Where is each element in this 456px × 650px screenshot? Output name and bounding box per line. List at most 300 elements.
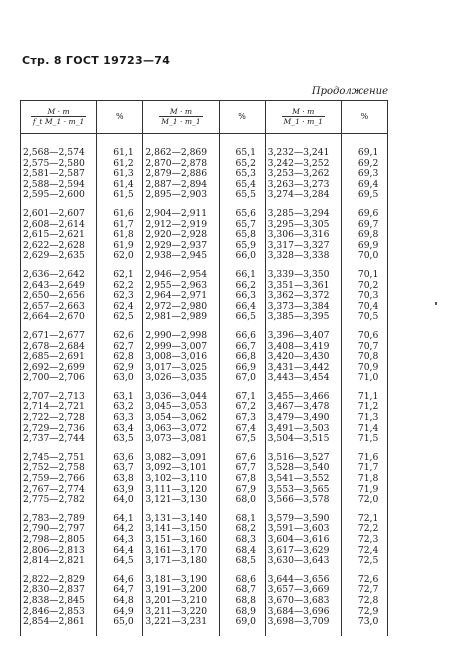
- percent-value: 66,8: [235, 351, 256, 363]
- range-value: 2,615—2,621: [23, 229, 85, 241]
- range-value: 3,396—3,407: [267, 329, 330, 341]
- range-value: 3,008—3,016: [145, 351, 208, 363]
- range-value: 2,745—2,751: [23, 451, 85, 463]
- percent-value: 70,9: [357, 361, 379, 373]
- percent-value: 68,4: [235, 544, 256, 556]
- percent-value: 61,9: [113, 239, 134, 251]
- percent-value: 72,5: [357, 555, 379, 567]
- percent-value: 67,3: [235, 412, 256, 424]
- percent-value: 72,2: [357, 523, 379, 535]
- percent-value: 64,9: [113, 605, 134, 617]
- range-value: 3,408—3,419: [267, 340, 330, 352]
- range-group: [143, 331, 218, 384]
- percent-group: [342, 575, 387, 628]
- range-value: 2,814—2,821: [23, 555, 85, 567]
- percent-group: [220, 514, 265, 567]
- range-group: [21, 270, 96, 323]
- percent-value: 67,9: [235, 483, 256, 495]
- percent-value: 61,7: [113, 218, 134, 230]
- percent-group: [220, 392, 265, 445]
- header-ratio-col2: [143, 101, 219, 134]
- percent-value: 73,0: [357, 616, 379, 628]
- percent-value: 64,3: [113, 534, 134, 545]
- percent-group: [342, 392, 387, 445]
- range-value: 2,862—2,869: [145, 147, 208, 158]
- range-value: 2,806—2,813: [23, 544, 85, 556]
- range-value: 3,211—3,220: [145, 605, 208, 617]
- header-ratio-col1: [21, 101, 97, 134]
- percent-value: 61,2: [113, 157, 134, 169]
- percent-group: [342, 514, 387, 567]
- range-value: 3,141—3,150: [145, 523, 208, 535]
- range-value: 3,306—3,316: [267, 229, 330, 241]
- range-value: 3,263—3,273: [267, 178, 330, 190]
- percent-value: 71,6: [357, 451, 379, 463]
- range-value: 2,608—2,614: [23, 218, 85, 230]
- percent-value: 65,9: [235, 239, 256, 251]
- percent-value: 70,8: [357, 351, 379, 363]
- range-value: 3,644—3,656: [267, 573, 330, 585]
- range-value: 3,455—3,466: [267, 390, 330, 402]
- percent-value: 61,3: [113, 168, 134, 180]
- percent-value: 63,1: [113, 390, 134, 402]
- range-value: 3,670—3,683: [267, 594, 330, 606]
- percent-group: [97, 270, 142, 323]
- percent-value: 66,0: [235, 250, 256, 262]
- percent-group: [220, 148, 265, 201]
- range-value: 3,253—3,262: [267, 168, 330, 180]
- range-value: 3,467—3,478: [267, 401, 330, 413]
- percent-value: 62,7: [113, 340, 134, 352]
- percent-group: [97, 514, 142, 567]
- range-value: 2,664—2,670: [23, 311, 85, 323]
- percent-group: [220, 453, 265, 506]
- range-group: [21, 392, 96, 445]
- range-value: 2,955—2,963: [145, 279, 208, 291]
- range-group: [143, 575, 218, 628]
- range-value: 3,516—3,527: [267, 451, 330, 463]
- percent-value: 63,3: [113, 412, 134, 424]
- percent-value: 62,9: [113, 361, 134, 373]
- range-value: 3,351—3,361: [267, 279, 330, 291]
- range-group: [266, 270, 341, 323]
- range-value: 2,887—2,894: [145, 178, 208, 190]
- ratio-fraction: [31, 107, 87, 126]
- percent-value: 64,2: [113, 523, 134, 535]
- percent-column-2: [219, 134, 265, 636]
- range-value: 3,630—3,643: [267, 555, 330, 567]
- percent-value: 68,0: [235, 494, 256, 506]
- range-value: 3,339—3,350: [267, 268, 330, 280]
- percent-value: 64,1: [113, 512, 134, 524]
- percent-value: 68,3: [235, 534, 256, 545]
- percent-value: 71,1: [357, 390, 379, 402]
- percent-value: 61,8: [113, 229, 134, 241]
- range-value: 2,929—2,937: [145, 239, 208, 251]
- range-value: 2,629—2,635: [23, 250, 85, 262]
- range-group: [143, 209, 218, 262]
- range-value: 2,671—2,677: [23, 329, 85, 341]
- percent-value: 67,6: [235, 451, 256, 463]
- range-group: [266, 331, 341, 384]
- range-value: 3,285—3,294: [267, 207, 330, 219]
- percent-column-3: [341, 134, 387, 636]
- percent-value: 68,9: [235, 605, 256, 617]
- range-group: [21, 148, 96, 201]
- percent-value: 67,2: [235, 401, 256, 413]
- range-value: 2,790—2,797: [23, 523, 85, 535]
- percent-value: 68,8: [235, 594, 256, 606]
- percent-value: 62,3: [113, 290, 134, 302]
- percent-value: 70,6: [357, 329, 379, 341]
- percent-value: 61,6: [113, 207, 134, 219]
- range-value: 3,617—3,629: [267, 544, 330, 556]
- percent-value: 66,1: [235, 268, 256, 280]
- range-value: 2,767—2,774: [23, 483, 85, 495]
- header-percent-col1: %: [97, 101, 143, 134]
- percent-group: [97, 209, 142, 262]
- percent-value: 71,0: [357, 372, 379, 384]
- percent-value: 67,4: [235, 422, 256, 434]
- range-value: 3,604—3,616: [267, 534, 330, 545]
- range-group: [266, 392, 341, 445]
- range-value: 3,420—3,430: [267, 351, 330, 363]
- range-value: 3,657—3,669: [267, 584, 330, 596]
- percent-value: 68,6: [235, 573, 256, 585]
- percent-value: 68,5: [235, 555, 256, 567]
- range-group: [21, 575, 96, 628]
- percent-value: 61,4: [113, 178, 134, 190]
- percent-value: 69,7: [357, 218, 379, 230]
- percent-group: [220, 575, 265, 628]
- margin-mark: [435, 302, 437, 305]
- range-value: 3,045—3,053: [145, 401, 208, 413]
- range-value: 3,111—3,120: [145, 483, 208, 495]
- range-value: 3,566—3,578: [267, 494, 330, 506]
- range-value: 2,657—2,663: [23, 300, 85, 312]
- range-value: 3,201—3,210: [145, 594, 208, 606]
- percent-value: 70,0: [357, 250, 379, 262]
- percent-value: 70,1: [357, 268, 379, 280]
- percent-value: 62,0: [113, 250, 134, 262]
- percent-value: 63,0: [113, 372, 134, 384]
- header-percent-col3: %: [341, 101, 387, 134]
- percent-value: 70,4: [357, 300, 379, 312]
- range-value: 3,579—3,590: [267, 512, 330, 524]
- range-value: 2,595—2,600: [23, 189, 85, 201]
- percent-value: 68,7: [235, 584, 256, 596]
- range-value: 2,879—2,886: [145, 168, 208, 180]
- range-value: 3,073—3,081: [145, 433, 208, 445]
- range-value: 3,479—3,490: [267, 412, 330, 424]
- header-percent-col2: %: [219, 101, 265, 134]
- percent-value: 67,1: [235, 390, 256, 402]
- range-value: 3,082—3,091: [145, 451, 208, 463]
- range-group: [21, 514, 96, 567]
- percent-value: 63,6: [113, 451, 134, 463]
- percent-value: 62,8: [113, 351, 134, 363]
- percent-value: 70,7: [357, 340, 379, 352]
- range-value: 2,822—2,829: [23, 573, 85, 585]
- range-value: 3,181—3,190: [145, 573, 208, 585]
- range-value: 2,722—2,728: [23, 412, 85, 424]
- range-value: 2,737—2,744: [23, 433, 85, 445]
- percent-value: 69,9: [357, 239, 379, 251]
- fraction-numerator: M · m: [47, 106, 70, 116]
- range-value: 2,588—2,594: [23, 178, 85, 190]
- range-value: 3,541—3,552: [267, 473, 330, 485]
- percent-group: [220, 331, 265, 384]
- range-group: [266, 209, 341, 262]
- range-value: 3,443—3,454: [267, 372, 330, 384]
- range-value: 3,131—3,140: [145, 512, 208, 524]
- range-value: 2,581—2,587: [23, 168, 85, 180]
- range-value: 3,274—3,284: [267, 189, 330, 201]
- range-value: 3,373—3,384: [267, 300, 330, 312]
- percent-value: 64,0: [113, 494, 134, 506]
- percent-value: 72,6: [357, 573, 379, 585]
- percent-value: 65,0: [113, 616, 134, 628]
- percent-group: [342, 453, 387, 506]
- percent-value: 69,3: [357, 168, 379, 180]
- percent-value: 65,7: [235, 218, 256, 230]
- range-value: 3,431—3,442: [267, 361, 330, 373]
- range-value: 2,568—2,574: [23, 147, 85, 158]
- range-group: [21, 209, 96, 262]
- fraction-denominator: M_1 · m_1: [283, 116, 323, 126]
- percent-value: 64,7: [113, 584, 134, 596]
- range-value: 3,328—3,338: [267, 250, 330, 262]
- percent-value: 71,3: [357, 412, 379, 424]
- range-value: 2,912—2,919: [145, 218, 208, 230]
- range-value: 2,685—2,691: [23, 351, 85, 363]
- table-header-row: [21, 101, 388, 134]
- percent-group: [342, 148, 387, 201]
- range-value: 3,102—3,110: [145, 473, 208, 485]
- range-value: 2,838—2,845: [23, 594, 85, 606]
- percent-value: 64,5: [113, 555, 134, 567]
- percent-value: 62,1: [113, 268, 134, 280]
- range-value: 2,964—2,971: [145, 290, 208, 302]
- fraction-numerator: M · m: [169, 106, 193, 116]
- range-value: 2,854—2,861: [23, 616, 85, 628]
- percent-group: [342, 270, 387, 323]
- percent-value: 71,7: [357, 462, 379, 474]
- range-group: [266, 453, 341, 506]
- range-value: 3,054—3,062: [145, 412, 208, 424]
- conversion-table: [20, 100, 388, 636]
- range-value: 2,650—2,656: [23, 290, 85, 302]
- range-value: 2,798—2,805: [23, 534, 85, 545]
- percent-group: [342, 209, 387, 262]
- percent-value: 65,1: [235, 147, 256, 158]
- range-value: 3,491—3,503: [267, 422, 330, 434]
- range-value: 2,920—2,928: [145, 229, 208, 241]
- range-value: 3,026—3,035: [145, 372, 208, 384]
- range-group: [21, 453, 96, 506]
- range-value: 3,385—3,395: [267, 311, 330, 323]
- range-value: 3,698—3,709: [267, 616, 330, 628]
- percent-value: 66,2: [235, 279, 256, 291]
- range-value: 2,759—2,766: [23, 473, 85, 485]
- percent-value: 65,8: [235, 229, 256, 241]
- range-group: [143, 453, 218, 506]
- range-value: 2,729—2,736: [23, 422, 85, 434]
- range-value: 3,151—3,160: [145, 534, 208, 545]
- range-value: 2,946—2,954: [145, 268, 208, 280]
- percent-value: 72,7: [357, 584, 379, 596]
- percent-value: 68,2: [235, 523, 256, 535]
- range-value: 3,171—3,180: [145, 555, 208, 567]
- range-value: 2,990—2,998: [145, 329, 208, 341]
- range-value: 3,553—3,565: [267, 483, 330, 495]
- continuation-label: Продолжение: [311, 86, 388, 97]
- percent-value: 72,9: [357, 605, 379, 617]
- range-value: 2,707—2,713: [23, 390, 85, 402]
- range-value: 2,601—2,607: [23, 207, 85, 219]
- percent-value: 70,2: [357, 279, 379, 291]
- percent-group: [220, 270, 265, 323]
- percent-value: 62,6: [113, 329, 134, 341]
- percent-value: 66,4: [235, 300, 256, 312]
- range-value: 2,636—2,642: [23, 268, 85, 280]
- range-value: 3,161—3,170: [145, 544, 208, 556]
- percent-value: 72,1: [357, 512, 379, 524]
- percent-value: 70,3: [357, 290, 379, 302]
- range-value: 2,870—2,878: [145, 157, 208, 169]
- range-group: [21, 331, 96, 384]
- percent-value: 63,4: [113, 422, 134, 434]
- range-group: [266, 575, 341, 628]
- percent-value: 63,7: [113, 462, 134, 474]
- percent-value: 71,4: [357, 422, 379, 434]
- range-value: 3,362—3,372: [267, 290, 330, 302]
- percent-value: 72,8: [357, 594, 379, 606]
- percent-value: 69,2: [357, 157, 379, 169]
- percent-value: 72,4: [357, 544, 379, 556]
- range-value: 3,036—3,044: [145, 390, 208, 402]
- percent-value: 66,5: [235, 311, 256, 323]
- percent-value: 63,2: [113, 401, 134, 413]
- percent-value: 71,9: [357, 483, 379, 495]
- range-group: [143, 392, 218, 445]
- percent-value: 61,5: [113, 189, 134, 201]
- range-group: [143, 514, 218, 567]
- percent-value: 65,2: [235, 157, 256, 169]
- percent-value: 68,1: [235, 512, 256, 524]
- percent-value: 67,5: [235, 433, 256, 445]
- range-value: 2,846—2,853: [23, 605, 85, 617]
- percent-group: [97, 392, 142, 445]
- range-value: 3,591—3,603: [267, 523, 330, 535]
- range-value: 2,895—2,903: [145, 189, 208, 201]
- percent-value: 65,4: [235, 178, 256, 190]
- range-value: 3,063—3,072: [145, 422, 208, 434]
- percent-value: 63,8: [113, 473, 134, 485]
- range-value: 2,981—2,989: [145, 311, 208, 323]
- percent-value: 66,7: [235, 340, 256, 352]
- table-body-row: [21, 134, 388, 636]
- range-value: 2,783—2,789: [23, 512, 85, 524]
- range-value: 2,622—2,628: [23, 239, 85, 251]
- range-value: 3,528—3,540: [267, 462, 330, 474]
- percent-value: 71,5: [357, 433, 379, 445]
- percent-group: [97, 575, 142, 628]
- percent-value: 61,1: [113, 147, 134, 158]
- range-value: 3,317—3,327: [267, 239, 330, 251]
- percent-value: 67,0: [235, 372, 256, 384]
- percent-value: 69,0: [235, 616, 256, 628]
- percent-value: 63,5: [113, 433, 134, 445]
- percent-value: 62,4: [113, 300, 134, 312]
- percent-value: 66,6: [235, 329, 256, 341]
- range-value: 2,643—2,649: [23, 279, 85, 291]
- ratio-fraction: [282, 107, 325, 126]
- percent-value: 62,2: [113, 279, 134, 291]
- percent-value: 64,8: [113, 594, 134, 606]
- ranges-column-2: [143, 134, 219, 636]
- range-value: 3,221—3,231: [145, 616, 208, 628]
- range-value: 2,692—2,699: [23, 361, 85, 373]
- range-value: 3,092—3,101: [145, 462, 208, 474]
- range-value: 2,830—2,837: [23, 584, 85, 596]
- range-value: 3,121—3,130: [145, 494, 208, 506]
- fraction-denominator: M_1 · m_1: [161, 116, 201, 126]
- percent-group: [97, 453, 142, 506]
- range-value: 3,242—3,252: [267, 157, 330, 169]
- range-group: [266, 148, 341, 201]
- range-value: 3,684—3,696: [267, 605, 330, 617]
- range-value: 2,678—2,684: [23, 340, 85, 352]
- range-value: 2,752—2,758: [23, 462, 85, 474]
- percent-value: 72,0: [357, 494, 379, 506]
- range-value: 2,775—2,782: [23, 494, 85, 506]
- percent-value: 72,3: [357, 534, 379, 545]
- range-value: 3,191—3,200: [145, 584, 208, 596]
- fraction-numerator: M · m: [292, 106, 315, 116]
- percent-group: [220, 209, 265, 262]
- ratio-fraction: [159, 107, 202, 126]
- percent-value: 69,4: [357, 178, 379, 190]
- percent-group: [97, 331, 142, 384]
- percent-value: 64,6: [113, 573, 134, 585]
- percent-value: 66,9: [235, 361, 256, 373]
- percent-value: 69,8: [357, 229, 379, 241]
- percent-value: 69,5: [357, 189, 379, 201]
- percent-value: 70,5: [357, 311, 379, 323]
- range-value: 3,232—3,241: [267, 147, 330, 158]
- range-value: 2,714—2,721: [23, 401, 85, 413]
- range-value: 2,575—2,580: [23, 157, 85, 169]
- page-header: Стр. 8 ГОСТ 19723—74: [22, 54, 171, 67]
- percent-value: 69,6: [357, 207, 379, 219]
- range-value: 3,295—3,305: [267, 218, 330, 230]
- range-group: [266, 514, 341, 567]
- percent-column-1: [97, 134, 143, 636]
- percent-value: 63,9: [113, 483, 134, 495]
- percent-value: 64,4: [113, 544, 134, 556]
- percent-value: 69,1: [357, 147, 379, 158]
- percent-value: 65,3: [235, 168, 256, 180]
- percent-group: [342, 331, 387, 384]
- range-value: 3,017—3,025: [145, 361, 208, 373]
- ranges-column-3: [265, 134, 341, 636]
- header-ratio-col3: [265, 101, 341, 134]
- percent-value: 62,5: [113, 311, 134, 323]
- percent-value: 71,8: [357, 473, 379, 485]
- percent-value: 66,3: [235, 290, 256, 302]
- percent-value: 67,8: [235, 473, 256, 485]
